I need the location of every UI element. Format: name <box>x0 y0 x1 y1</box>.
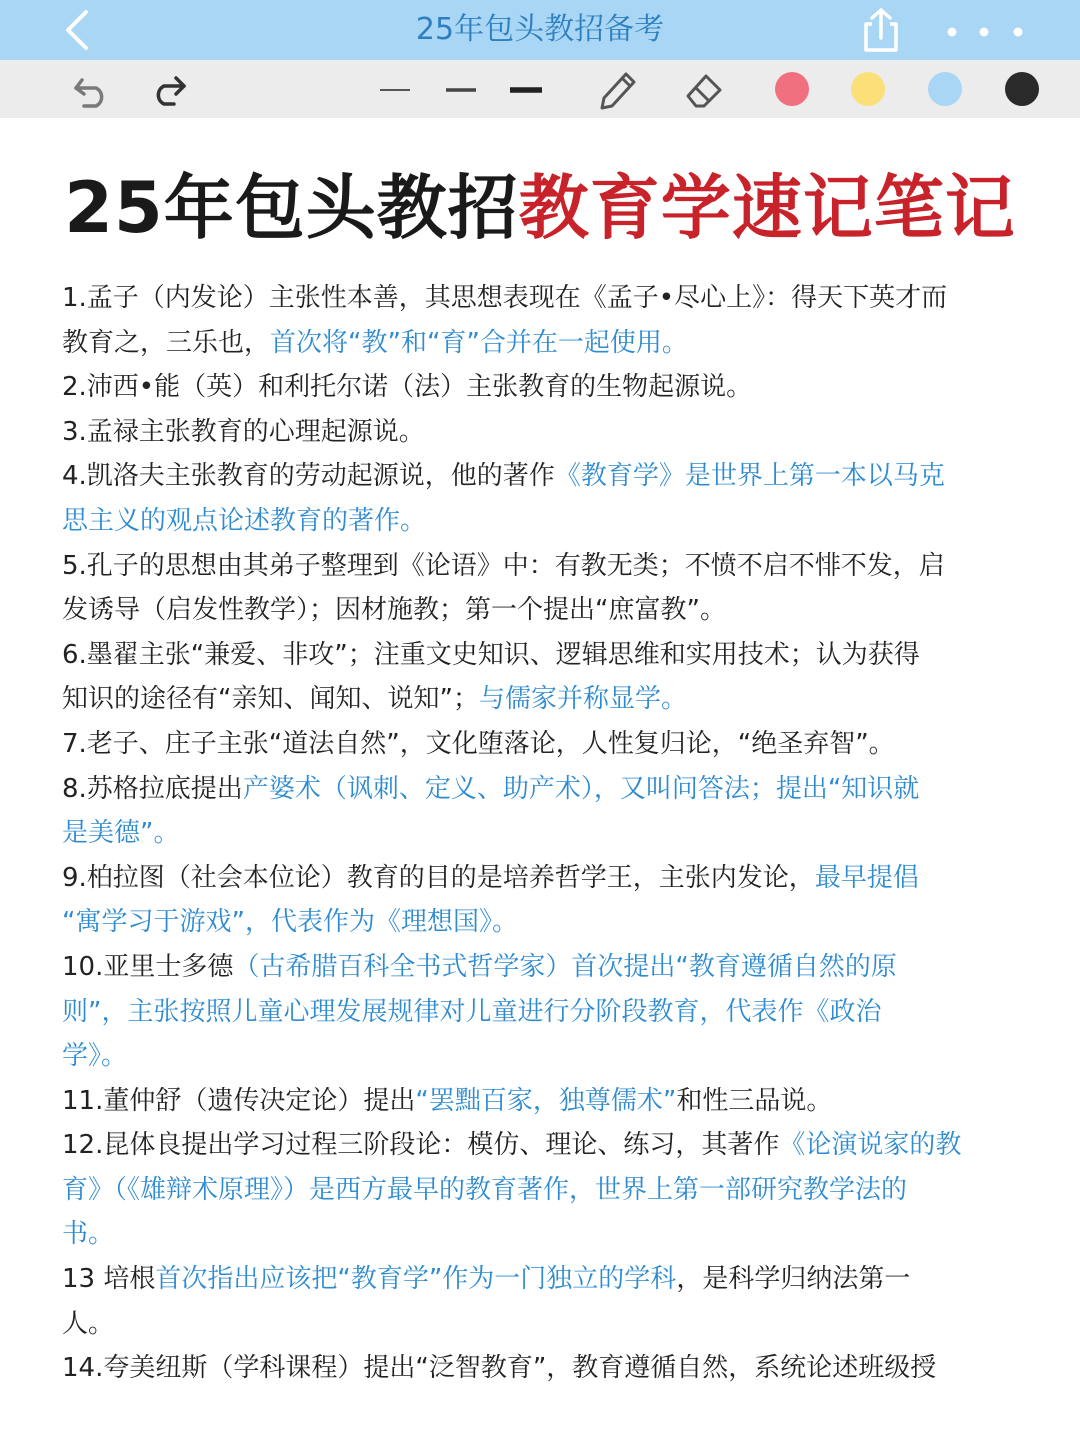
note-line <box>62 990 1022 1035</box>
note-text-highlight: 《教育学》是世界上第一本以马克 <box>554 461 945 492</box>
color-swatch-pink[interactable] <box>775 72 809 106</box>
note-line <box>62 365 1022 410</box>
note-text: 发诱导（启发性教学）；因材施教；第一个提出“庶富教”。 <box>62 595 726 626</box>
note-text: 12.昆体良提出学习过程三阶段论：模仿、理论、练习，其著作 <box>62 1130 780 1161</box>
note-line <box>62 900 1022 945</box>
note-text: 4.凯洛夫主张教育的劳动起源说，他的著作 <box>62 461 555 492</box>
note-line <box>62 1346 1022 1391</box>
note-line <box>62 1302 1022 1347</box>
redo-button[interactable] <box>146 60 190 118</box>
note-text: 2.沛西•能（英）和利托尔诺（法）主张教育的生物起源说。 <box>62 372 753 403</box>
note-text-highlight: 书。 <box>62 1219 115 1250</box>
redo-icon <box>146 60 190 118</box>
note-text: 9.柏拉图（社会本位论）教育的目的是培养哲学王，主张内发论， <box>62 862 815 893</box>
color-swatch-black[interactable] <box>1005 72 1039 106</box>
note-text: 10.亚里士多德 <box>62 951 234 982</box>
note-line <box>62 1212 1022 1257</box>
note-line <box>62 767 1022 812</box>
note-text-highlight: 育》（《雄辩术原理》）是西方最早的教育著作，世界上第一部研究教学法的 <box>62 1174 908 1205</box>
note-text-highlight: 最早提倡 <box>814 862 919 893</box>
note-text-highlight: 《论演说家的教 <box>779 1130 962 1161</box>
note-text-highlight: 是美德”。 <box>62 818 180 849</box>
note-text-highlight: 首次将“教”和“育”合并在一起使用。 <box>270 327 688 358</box>
note-line <box>62 276 1022 321</box>
share-icon <box>858 6 904 54</box>
note-text-highlight: 首次指出应该把“教育学”作为一门独立的学科 <box>155 1264 677 1295</box>
note-text: 5.孔子的思想由其弟子整理到《论语》中：有教无类；不愤不启不悱不发，启 <box>62 550 945 581</box>
note-line <box>62 454 1022 499</box>
note-text-highlight: “寓学习于游戏”，代表作为《理想国》。 <box>62 907 518 938</box>
thin-stroke-button[interactable] <box>378 60 412 118</box>
note-text: 3.孟禄主张教育的心理起源说。 <box>62 416 425 447</box>
thick-stroke-button[interactable] <box>508 60 544 118</box>
eraser-icon <box>680 60 728 118</box>
medium-stroke-button[interactable] <box>444 60 478 118</box>
note-line <box>62 1034 1022 1079</box>
note-line <box>62 321 1022 366</box>
pen-icon <box>592 60 640 118</box>
note-text: 13 培根 <box>62 1264 156 1295</box>
color-swatch-yellow[interactable] <box>851 72 885 106</box>
note-line <box>62 1168 1022 1213</box>
note-text: 11.董仲舒（遗传决定论）提出 <box>62 1085 416 1116</box>
note-line <box>62 677 1022 722</box>
note-line <box>62 722 1022 767</box>
more-button[interactable] <box>938 14 1034 46</box>
note-line <box>62 1123 1022 1168</box>
note-line <box>62 499 1022 544</box>
note-text: 8.苏格拉底提出 <box>62 773 243 804</box>
note-text-highlight: 思主义的观点论述教育的著作。 <box>62 505 427 536</box>
note-text: ，是科学归纳法第一 <box>676 1264 911 1295</box>
note-text: 1.孟子（内发论）主张性本善，其思想表现在《孟子•尽心上》：得天下英才而 <box>62 283 948 313</box>
note-title-black: 25年包头教招 <box>64 167 519 249</box>
note-title <box>0 158 1080 258</box>
note-line <box>62 410 1022 455</box>
note-line <box>62 811 1022 856</box>
note-text: 和性三品说。 <box>676 1085 833 1116</box>
undo-icon <box>70 60 114 118</box>
note-title-red: 教育学速记笔记 <box>518 167 1016 249</box>
note-text: 6.墨翟主张“兼爱、非攻”；注重文史知识、逻辑思维和实用技术；认为获得 <box>62 639 920 670</box>
note-line <box>62 544 1022 589</box>
note-text-highlight: 则”，主张按照儿童心理发展规律对儿童进行分阶段教育，代表作《政治 <box>62 996 882 1027</box>
note-line <box>62 1079 1022 1124</box>
thick-stroke-icon <box>508 60 544 118</box>
note-line <box>62 633 1022 678</box>
more-dots-icon <box>938 14 1034 46</box>
note-text: 人。 <box>62 1308 115 1339</box>
note-text-highlight: 与儒家并称显学。 <box>478 684 687 715</box>
eraser-button[interactable] <box>680 60 728 118</box>
note-text: 教育之，三乐也， <box>62 327 271 358</box>
app-title: 25年包头教招备考 <box>415 12 665 47</box>
note-text-highlight: 产婆术（讽刺、定义、助产术），又叫问答法；提出“知识就 <box>242 773 920 804</box>
note-text: 知识的途径有“亲知、闻知、说知”； <box>62 684 479 715</box>
note-line <box>62 1257 1022 1302</box>
note-text: 14.夸美纽斯（学科课程）提出“泛智教育”，教育遵循自然，系统论述班级授 <box>62 1353 937 1384</box>
note-body <box>62 276 1022 1391</box>
thin-stroke-icon <box>378 60 412 118</box>
note-text-highlight: “罢黜百家，独尊儒术” <box>415 1085 677 1116</box>
note-line <box>62 856 1022 901</box>
app-header <box>0 0 1080 60</box>
medium-stroke-icon <box>444 60 478 118</box>
share-button[interactable] <box>858 6 904 54</box>
color-swatch-blue[interactable] <box>928 72 962 106</box>
pen-button[interactable] <box>592 60 640 118</box>
note-text-highlight: 学》。 <box>62 1041 128 1072</box>
note-text: 7.老子、庄子主张“道法自然”，文化堕落论，人性复归论，“绝圣弃智”。 <box>62 728 895 759</box>
note-text-highlight: （古希腊百科全书式哲学家）首次提出“教育遵循自然的原 <box>233 951 897 982</box>
note-line <box>62 588 1022 633</box>
note-line <box>62 945 1022 990</box>
drawing-toolbar <box>0 60 1080 118</box>
undo-button[interactable] <box>70 60 114 118</box>
